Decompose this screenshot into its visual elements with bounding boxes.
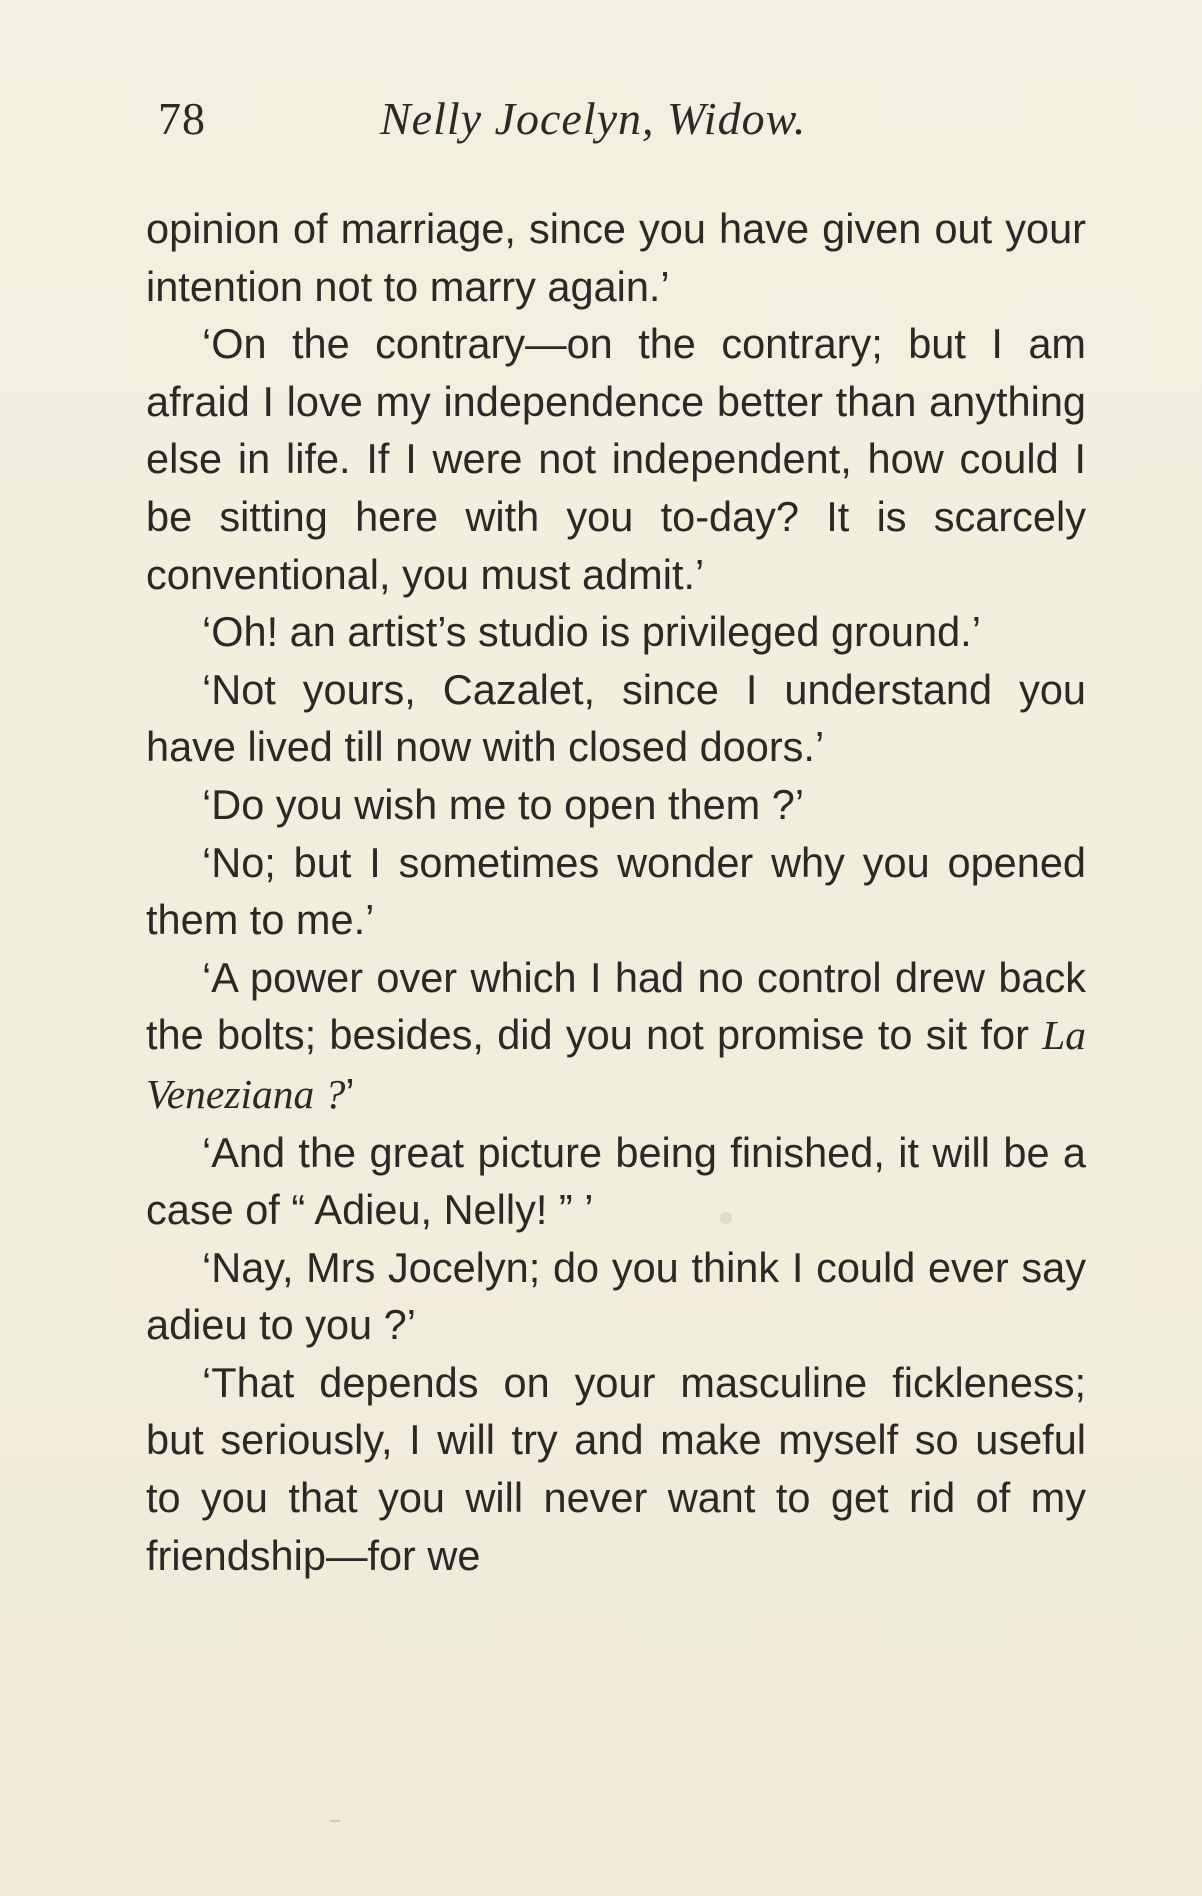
paragraph-text: ’ [345, 1069, 355, 1117]
paragraph: ‘Oh! an artist’s studio is privileged ground.’ [202, 608, 981, 656]
paragraph: opinion of marriage, since you have given out your intention not to marry again.’ [146, 205, 1086, 310]
paragraph: ‘Do you wish me to open them ?’ [202, 780, 805, 828]
running-title: Nelly Jocelyn, Widow. [380, 93, 807, 144]
paper-smudge [720, 1212, 732, 1224]
paragraph: ‘And the great picture being finished, it will be a case of “ Adieu, Nelly! ” ’ [146, 1128, 1086, 1234]
page-number: 78 [158, 93, 206, 144]
paragraph: ‘On the contrary—on the contrary; but I am afraid I love my independence better than anything else in life. If I were not independent, how could I be sitting here with you to-day? It is scarcely conventional, you must admit.’ [146, 320, 1086, 598]
paragraph: ‘That depends on your masculine fickleness; but seriously, I will try and make myself so useful to you that you will never want to get rid of my friendship—for we [146, 1358, 1086, 1579]
paragraph [146, 949, 1086, 1124]
paragraph: ‘No; but I sometimes wonder why you opened them to me.’ [146, 838, 1086, 944]
paragraph: ‘Not yours, Cazalet, since I understand you have lived till now with closed doors.’ [146, 665, 1086, 771]
italic-title: La Veneziana ? [146, 1012, 1086, 1117]
body-text [146, 200, 1086, 1584]
paragraph-text: ‘A power over which I had no control drew back the bolts; besides, did you not promise to sit for [146, 953, 1086, 1059]
paragraph: ‘Nay, Mrs Jocelyn; do you think I could ever say adieu to you ?’ [146, 1243, 1086, 1349]
page-header [158, 92, 1058, 152]
paper-mark [330, 1820, 340, 1822]
